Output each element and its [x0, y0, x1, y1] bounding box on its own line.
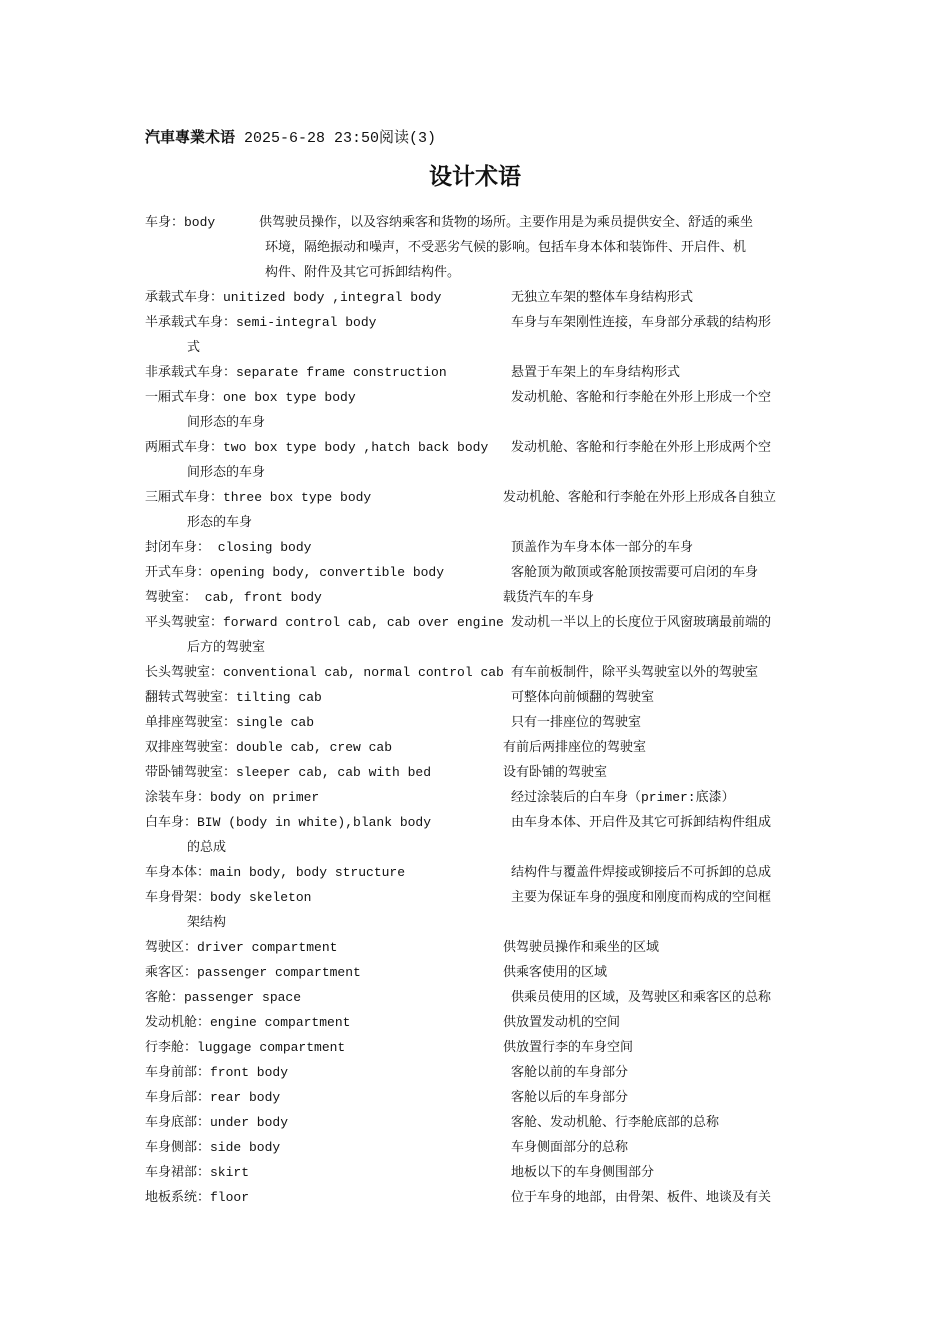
- definition-continuation-line: [145, 635, 810, 660]
- term-definition: 供放置行李的车身空间: [503, 1040, 634, 1055]
- definition-continuation-line: [145, 235, 810, 260]
- term-line: [145, 660, 810, 685]
- term-definition: 位于车身的地部，由骨架、板件、地谈及有关: [511, 1190, 772, 1205]
- term-line: [145, 885, 810, 910]
- term-entry: [145, 435, 810, 485]
- term-line: [145, 610, 810, 635]
- term-definition: 发动机一半以上的长度位于风窗玻璃最前端的: [511, 615, 772, 630]
- term-label: 车身后部：rear body: [145, 1090, 281, 1105]
- term-line: [145, 1060, 810, 1085]
- term-label: 车身：body: [145, 215, 216, 230]
- term-entry: [145, 1110, 810, 1135]
- term-entry: [145, 785, 810, 810]
- term-line: [145, 1135, 810, 1160]
- term-definition: 供驾驶员操作，以及容纳乘客和货物的场所。主要作用是为乘员提供安全、舒适的乘坐: [259, 215, 754, 230]
- term-label: 承载式车身：unitized body ,integral body: [145, 290, 442, 305]
- term-definition: 由车身本体、开启件及其它可拆卸结构件组成: [511, 815, 772, 830]
- term-label: 平头驾驶室：forward control cab, cab over engine: [145, 615, 504, 630]
- term-label: 长头驾驶室：conventional cab, normal control cab: [145, 665, 504, 680]
- term-definition: 供乘客使用的区域: [503, 965, 608, 980]
- term-label: 行李舱：luggage compartment: [145, 1040, 346, 1055]
- definition-continuation-line: [145, 410, 810, 435]
- term-line: [145, 1085, 810, 1110]
- term-definition: 有车前板制件，除平头驾驶室以外的驾驶室: [511, 665, 759, 680]
- term-entry: [145, 285, 810, 310]
- term-line: [145, 735, 810, 760]
- term-definition: 可整体向前倾翻的驾驶室: [511, 690, 655, 705]
- term-entry: [145, 1060, 810, 1085]
- term-definition-continued: 间形态的车身: [187, 415, 266, 430]
- term-definition: 供乘员使用的区域，及驾驶区和乘客区的总称: [511, 990, 772, 1005]
- term-entry: [145, 1135, 810, 1160]
- term-line: [145, 435, 810, 460]
- post-meta: 2025-6-28 23:50阅读(3): [244, 130, 437, 147]
- term-label: 白车身：BIW (body in white),blank body: [145, 815, 432, 830]
- term-definition: 供放置发动机的空间: [503, 1015, 621, 1030]
- term-line: [145, 960, 810, 985]
- term-line: [145, 560, 810, 585]
- page-title: 设计术语: [429, 163, 521, 190]
- term-definition: 只有一排座位的驾驶室: [511, 715, 642, 730]
- term-label: 车身前部：front body: [145, 1065, 289, 1080]
- term-definition: 顶盖作为车身本体一部分的车身: [511, 540, 694, 555]
- term-entry: [145, 660, 810, 685]
- term-line: [145, 1010, 810, 1035]
- term-definition-continued: 形态的车身: [187, 515, 253, 530]
- term-entry: [145, 1160, 810, 1185]
- term-definition: 客舱顶为敞顶或客舱顶按需要可启闭的车身: [511, 565, 759, 580]
- site-title: 汽車專業术语: [145, 128, 236, 146]
- term-line: [145, 785, 810, 810]
- term-list: [145, 210, 810, 1210]
- term-entry: [145, 810, 810, 860]
- term-definition-continued: 式: [187, 340, 201, 355]
- term-entry: [145, 560, 810, 585]
- definition-continuation-line: [145, 260, 810, 285]
- term-line: [145, 1185, 810, 1210]
- term-label: 翻转式驾驶室：tilting cab: [145, 690, 322, 705]
- term-definition: 车身与车架刚性连接，车身部分承载的结构形: [511, 315, 772, 330]
- term-line: [145, 710, 810, 735]
- term-definition-continued: 架结构: [187, 915, 227, 930]
- term-definition: 主要为保证车身的强度和刚度而构成的空间框: [511, 890, 772, 905]
- term-definition-continued: 间形态的车身: [187, 465, 266, 480]
- term-line: [145, 1110, 810, 1135]
- term-definition: 载货汽车的车身: [503, 590, 595, 605]
- term-line: [145, 385, 810, 410]
- term-entry: [145, 935, 810, 960]
- term-entry: [145, 210, 810, 285]
- term-entry: [145, 1010, 810, 1035]
- term-definition: 发动机舱、客舱和行李舱在外形上形成一个空: [511, 390, 772, 405]
- term-definition: 客舱、发动机舱、行李舱底部的总称: [511, 1115, 720, 1130]
- term-line: [145, 360, 810, 385]
- term-label: 车身本体：main body, body structure: [145, 865, 406, 880]
- term-line: [145, 210, 810, 235]
- term-entry: [145, 735, 810, 760]
- definition-continuation-line: [145, 835, 810, 860]
- term-definition: 悬置于车架上的车身结构形式: [511, 365, 681, 380]
- term-line: [145, 810, 810, 835]
- definition-continuation-line: [145, 910, 810, 935]
- term-definition: 经过涂装后的白车身（primer:底漆）: [511, 790, 735, 805]
- term-definition-continued: 后方的驾驶室: [187, 640, 266, 655]
- term-label: 一厢式车身：one box type body: [145, 390, 356, 405]
- term-line: [145, 310, 810, 335]
- term-label: 开式车身：opening body, convertible body: [145, 565, 445, 580]
- term-definition: 结构件与覆盖件焊接或铆接后不可拆卸的总成: [511, 865, 772, 880]
- definition-continuation-line: [145, 510, 810, 535]
- term-entry: [145, 585, 810, 610]
- term-label: 半承载式车身：semi-integral body: [145, 315, 377, 330]
- term-entry: [145, 385, 810, 435]
- term-line: [145, 535, 810, 560]
- term-entry: [145, 485, 810, 535]
- term-label: 乘客区：passenger compartment: [145, 965, 361, 980]
- term-line: [145, 860, 810, 885]
- term-entry: [145, 1035, 810, 1060]
- term-definition: 车身侧面部分的总称: [511, 1140, 629, 1155]
- term-entry: [145, 535, 810, 560]
- term-label: 双排座驾驶室：double cab, crew cab: [145, 740, 393, 755]
- term-label: 地板系统：floor: [145, 1190, 250, 1205]
- term-line: [145, 585, 810, 610]
- term-label: 涂装车身：body on primer: [145, 790, 320, 805]
- term-label: 非承载式车身：separate frame construction: [145, 365, 447, 380]
- term-entry: [145, 360, 810, 385]
- term-label: 驾驶区：driver compartment: [145, 940, 338, 955]
- term-line: [145, 485, 810, 510]
- term-definition: 设有卧铺的驾驶室: [503, 765, 608, 780]
- term-entry: [145, 1085, 810, 1110]
- definition-continuation-line: [145, 460, 810, 485]
- term-entry: [145, 860, 810, 885]
- term-definition-continued: 的总成: [187, 840, 227, 855]
- term-line: [145, 1035, 810, 1060]
- term-label: 驾驶室： cab, front body: [145, 590, 322, 605]
- term-label: 带卧铺驾驶室：sleeper cab, cab with bed: [145, 765, 432, 780]
- term-label: 客舱：passenger space: [145, 990, 302, 1005]
- page-header: [145, 126, 436, 147]
- term-definition: 地板以下的车身侧围部分: [511, 1165, 655, 1180]
- term-definition-continued: 构件、附件及其它可拆卸结构件。: [265, 265, 461, 280]
- term-definition: 发动机舱、客舱和行李舱在外形上形成各自独立: [503, 490, 777, 505]
- term-label: 车身骨架：body skeleton: [145, 890, 312, 905]
- term-label: 车身底部：under body: [145, 1115, 289, 1130]
- term-definition: 客舱以后的车身部分: [511, 1090, 629, 1105]
- term-line: [145, 935, 810, 960]
- term-definition: 无独立车架的整体车身结构形式: [511, 290, 694, 305]
- term-label: 车身裙部：skirt: [145, 1165, 250, 1180]
- term-entry: [145, 310, 810, 360]
- term-definition: 供驾驶员操作和乘坐的区域: [503, 940, 660, 955]
- term-line: [145, 285, 810, 310]
- term-line: [145, 685, 810, 710]
- term-label: 封闭车身： closing body: [145, 540, 312, 555]
- term-entry: [145, 960, 810, 985]
- term-entry: [145, 610, 810, 660]
- term-entry: [145, 885, 810, 935]
- term-entry: [145, 685, 810, 710]
- term-definition: 发动机舱、客舱和行李舱在外形上形成两个空: [511, 440, 772, 455]
- definition-continuation-line: [145, 335, 810, 360]
- term-entry: [145, 760, 810, 785]
- term-label: 单排座驾驶室：single cab: [145, 715, 315, 730]
- term-label: 三厢式车身：three box type body: [145, 490, 372, 505]
- term-definition: 有前后两排座位的驾驶室: [503, 740, 647, 755]
- term-line: [145, 1160, 810, 1185]
- term-label: 发动机舱：engine compartment: [145, 1015, 351, 1030]
- term-label: 车身侧部：side body: [145, 1140, 281, 1155]
- term-line: [145, 760, 810, 785]
- term-definition: 客舱以前的车身部分: [511, 1065, 629, 1080]
- term-entry: [145, 1185, 810, 1210]
- term-entry: [145, 985, 810, 1010]
- term-label: 两厢式车身：two box type body ,hatch back body: [145, 440, 489, 455]
- term-definition-continued: 环境，隔绝振动和噪声，不受恶劣气候的影响。包括车身本体和装饰件、开启件、机: [265, 240, 747, 255]
- term-entry: [145, 710, 810, 735]
- term-line: [145, 985, 810, 1010]
